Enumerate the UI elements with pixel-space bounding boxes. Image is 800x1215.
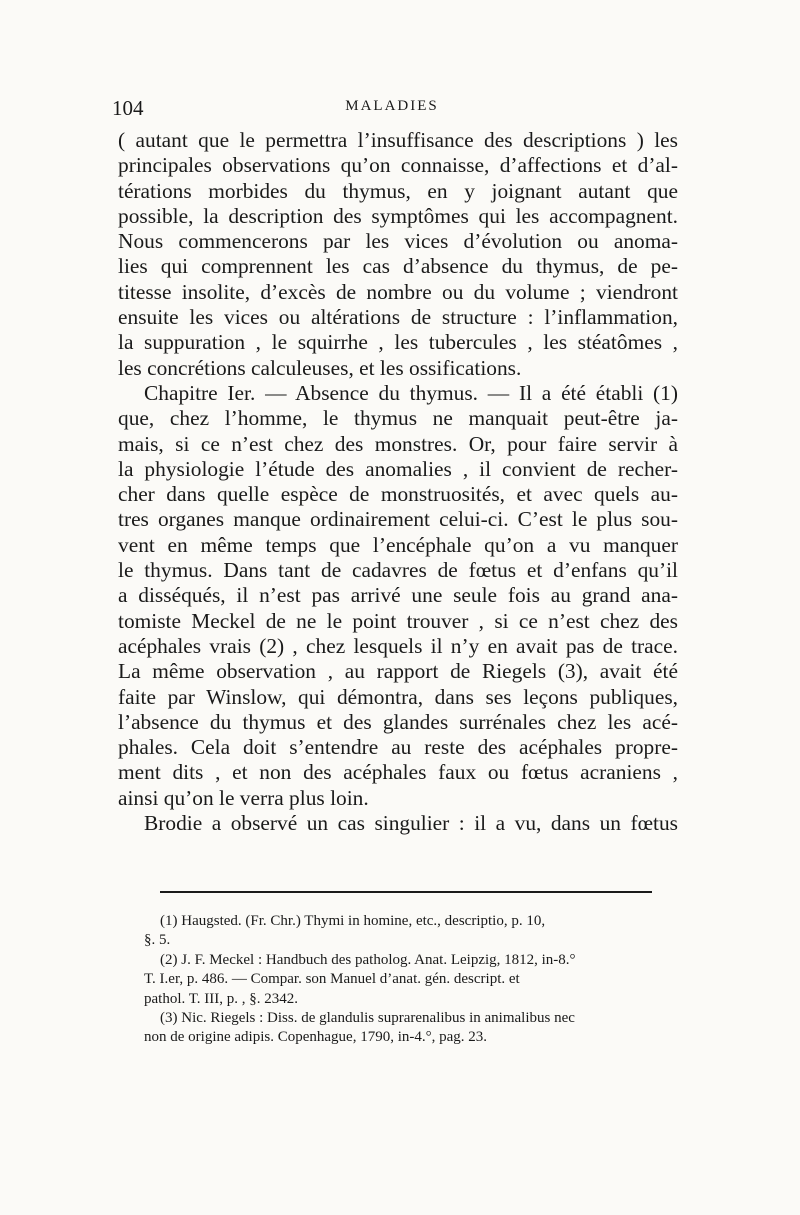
body-line: a disséqués, il n’est pas arrivé une seule fois au grand ana- (118, 583, 678, 608)
chapter-heading-line: Chapitre Ier. — Absence du thymus. — Il a été établi (1) (144, 380, 678, 405)
body-line: titesse insolite, d’excès de nombre ou du volume ; viendront (118, 279, 678, 304)
footnote-line: pathol. T. III, p. , §. 2342. (144, 990, 299, 1007)
body-line: ensuite les vices ou altérations de structure : l’inflammation, (118, 305, 678, 330)
footnote-line: (3) Nic. Riegels : Diss. de glandulis suprarenalibus in animalibus nec (160, 1009, 575, 1026)
footnote-line: (2) J. F. Meckel : Handbuch des patholog. Anat. Leipzig, 1812, in-8.° (160, 951, 576, 968)
body-line: principales observations qu’on connaisse, d’affections et d’al- (118, 153, 678, 178)
body-line: ainsi qu’on le verra plus loin. (118, 785, 369, 810)
body-line: cher dans quelle espèce de monstruosités, et avec quels au- (118, 482, 678, 507)
body-line: Brodie a observé un cas singulier : il a vu, dans un fœtus (144, 811, 678, 836)
body-line: les concrétions calculeuses, et les ossifications. (118, 355, 522, 380)
body-line: phales. Cela doit s’entendre au reste des acéphales propre- (118, 735, 678, 760)
footnote-line: (1) Haugsted. (Fr. Chr.) Thymi in homine, etc., descriptio, p. 10, (160, 913, 546, 929)
running-head: MALADIES (345, 98, 439, 114)
body-line: la physiologie l’étude des anomalies , il convient de recher- (118, 456, 678, 481)
body-line: tres organes manque ordinairement celui-ci. C’est le plus sou- (118, 507, 678, 532)
body-line: ( autant que le permettra l’insuffisance des descriptions ) les (118, 128, 678, 152)
body-line: l’absence du thymus et des glandes surrénales chez les acé- (118, 709, 678, 734)
body-line: que, chez l’homme, le thymus ne manquait peut-être ja- (118, 406, 678, 431)
body-line: la suppuration , le squirrhe , les tubercules , les stéatômes , (118, 330, 678, 355)
body-line: possible, la description des symptômes qui les accompagnent. (118, 203, 678, 228)
body-line: tomiste Meckel de ne le point trouver , si ce n’est chez des (118, 608, 678, 633)
body-line: le thymus. Dans tant de cadavres de fœtus et d’enfans qu’il (118, 558, 678, 583)
body-line: acéphales vrais (2) , chez lesquels il n’y en avait pas de trace. (118, 633, 678, 658)
body-text (118, 128, 678, 836)
body-line: Nous commencerons par les vices d’évolution ou anoma- (118, 229, 678, 254)
footnotes (144, 912, 684, 1048)
page-header (112, 96, 672, 126)
body-line: mais, si ce n’est chez des monstres. Or, pour faire servir à (118, 431, 678, 456)
page-number: 104 (112, 96, 144, 120)
body-line: La même observation , au rapport de Riegels (3), avait été (118, 659, 678, 684)
footnote-line: §. 5. (144, 932, 171, 949)
footnote-line: non de origine adipis. Copenhague, 1790, in-4.°, pag. 23. (144, 1029, 488, 1046)
footnote-line: T. I.er, p. 486. — Compar. son Manuel d’anat. gén. descript. et (144, 971, 520, 988)
body-line: faite par Winslow, qui démontra, dans ses leçons publiques, (118, 684, 678, 709)
body-line: ment dits , et non des acéphales faux ou fœtus acraniens , (118, 760, 678, 785)
body-line: vent en même temps que l’encéphale qu’on a vu manquer (118, 532, 678, 557)
footnote-rule (160, 891, 652, 893)
body-line: térations morbides du thymus, en y joignant autant que (118, 178, 678, 203)
body-line: lies qui comprennent les cas d’absence du thymus, de pe- (118, 254, 678, 279)
